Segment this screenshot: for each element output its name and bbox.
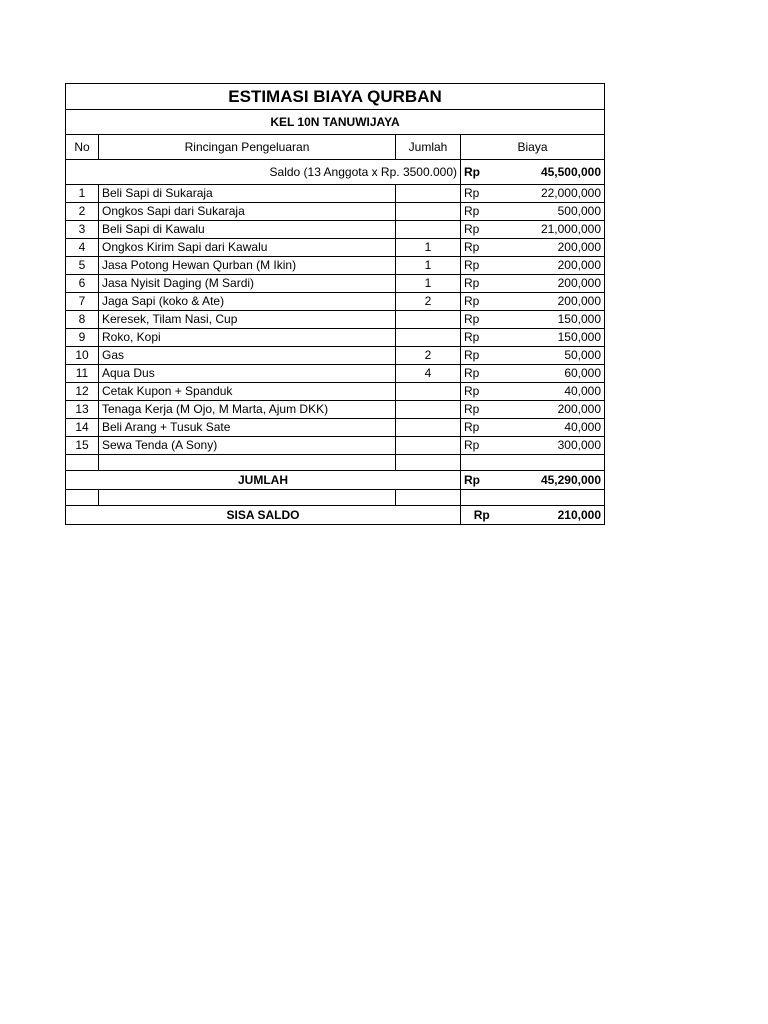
header-no: No xyxy=(66,135,99,160)
item-currency: Rp xyxy=(461,257,503,275)
item-no: 9 xyxy=(66,329,99,347)
item-quantity: 1 xyxy=(396,257,461,275)
table-row xyxy=(66,383,605,401)
item-quantity: 1 xyxy=(396,239,461,257)
item-description: Ongkos Sapi dari Sukaraja xyxy=(99,203,396,221)
sisa-saldo-label: SISA SALDO xyxy=(66,506,461,525)
item-currency: Rp xyxy=(461,275,503,293)
item-no: 8 xyxy=(66,311,99,329)
item-no: 12 xyxy=(66,383,99,401)
item-quantity xyxy=(396,311,461,329)
blank-cell xyxy=(396,490,461,506)
jumlah-label: JUMLAH xyxy=(66,471,461,490)
item-no: 14 xyxy=(66,419,99,437)
header-row xyxy=(66,135,605,160)
subtitle-row xyxy=(66,110,605,135)
sisa-saldo-row xyxy=(66,506,605,525)
item-quantity xyxy=(396,419,461,437)
item-description: Sewa Tenda (A Sony) xyxy=(99,437,396,455)
item-description: Aqua Dus xyxy=(99,365,396,383)
table-row xyxy=(66,239,605,257)
sisa-saldo-amount: 210,000 xyxy=(503,506,605,525)
item-amount: 22,000,000 xyxy=(503,185,605,203)
saldo-currency: Rp xyxy=(461,160,503,185)
item-amount: 40,000 xyxy=(503,419,605,437)
blank-cell xyxy=(461,455,605,471)
blank-cell xyxy=(461,490,605,506)
item-no: 15 xyxy=(66,437,99,455)
item-quantity xyxy=(396,203,461,221)
item-no: 3 xyxy=(66,221,99,239)
item-description: Tenaga Kerja (M Ojo, M Marta, Ajum DKK) xyxy=(99,401,396,419)
jumlah-row xyxy=(66,471,605,490)
table-row xyxy=(66,419,605,437)
item-amount: 200,000 xyxy=(503,293,605,311)
item-description: Beli Arang + Tusuk Sate xyxy=(99,419,396,437)
table-row xyxy=(66,257,605,275)
item-amount: 200,000 xyxy=(503,257,605,275)
item-currency: Rp xyxy=(461,437,503,455)
item-quantity xyxy=(396,185,461,203)
blank-cell xyxy=(99,490,396,506)
item-currency: Rp xyxy=(461,293,503,311)
item-description: Beli Sapi di Sukaraja xyxy=(99,185,396,203)
item-no: 13 xyxy=(66,401,99,419)
table-row xyxy=(66,401,605,419)
item-currency: Rp xyxy=(461,311,503,329)
table-row xyxy=(66,329,605,347)
item-description: Ongkos Kirim Sapi dari Kawalu xyxy=(99,239,396,257)
item-quantity xyxy=(396,383,461,401)
item-no: 10 xyxy=(66,347,99,365)
table-row xyxy=(66,365,605,383)
sheet-subtitle: KEL 10N TANUWIJAYA xyxy=(66,110,605,135)
item-amount: 21,000,000 xyxy=(503,221,605,239)
item-description: Jasa Potong Hewan Qurban (M Ikin) xyxy=(99,257,396,275)
blank-row xyxy=(66,455,605,471)
table-row xyxy=(66,437,605,455)
saldo-row xyxy=(66,160,605,185)
table-row xyxy=(66,311,605,329)
jumlah-currency: Rp xyxy=(461,471,503,490)
blank-row xyxy=(66,490,605,506)
item-description: Roko, Kopi xyxy=(99,329,396,347)
item-description: Jaga Sapi (koko & Ate) xyxy=(99,293,396,311)
item-no: 2 xyxy=(66,203,99,221)
jumlah-amount: 45,290,000 xyxy=(503,471,605,490)
item-currency: Rp xyxy=(461,347,503,365)
table-row xyxy=(66,185,605,203)
item-currency: Rp xyxy=(461,329,503,347)
item-quantity xyxy=(396,329,461,347)
item-amount: 60,000 xyxy=(503,365,605,383)
item-amount: 300,000 xyxy=(503,437,605,455)
item-no: 11 xyxy=(66,365,99,383)
item-description: Keresek, Tilam Nasi, Cup xyxy=(99,311,396,329)
title-row xyxy=(66,84,605,110)
item-description: Beli Sapi di Kawalu xyxy=(99,221,396,239)
item-quantity: 1 xyxy=(396,275,461,293)
blank-cell xyxy=(99,455,396,471)
header-jumlah: Jumlah xyxy=(396,135,461,160)
item-quantity: 2 xyxy=(396,293,461,311)
item-currency: Rp xyxy=(461,221,503,239)
item-currency: Rp xyxy=(461,401,503,419)
item-currency: Rp xyxy=(461,419,503,437)
blank-cell xyxy=(396,455,461,471)
item-quantity xyxy=(396,437,461,455)
header-rincian: Rincingan Pengeluaran xyxy=(99,135,396,160)
item-quantity xyxy=(396,401,461,419)
table-row xyxy=(66,221,605,239)
item-amount: 200,000 xyxy=(503,401,605,419)
item-no: 6 xyxy=(66,275,99,293)
blank-cell xyxy=(66,455,99,471)
item-amount: 500,000 xyxy=(503,203,605,221)
item-description: Jasa Nyisit Daging (M Sardi) xyxy=(99,275,396,293)
item-amount: 150,000 xyxy=(503,311,605,329)
item-currency: Rp xyxy=(461,365,503,383)
saldo-label: Saldo (13 Anggota x Rp. 3500.000) xyxy=(66,160,461,185)
sheet-title: ESTIMASI BIAYA QURBAN xyxy=(66,84,605,110)
item-description: Cetak Kupon + Spanduk xyxy=(99,383,396,401)
blank-cell xyxy=(66,490,99,506)
item-quantity xyxy=(396,221,461,239)
item-currency: Rp xyxy=(461,203,503,221)
item-no: 4 xyxy=(66,239,99,257)
budget-table xyxy=(65,83,605,525)
item-amount: 150,000 xyxy=(503,329,605,347)
item-amount: 200,000 xyxy=(503,275,605,293)
item-quantity: 2 xyxy=(396,347,461,365)
item-amount: 200,000 xyxy=(503,239,605,257)
item-no: 5 xyxy=(66,257,99,275)
item-currency: Rp xyxy=(461,185,503,203)
table-row xyxy=(66,275,605,293)
table-row xyxy=(66,293,605,311)
item-amount: 40,000 xyxy=(503,383,605,401)
sisa-saldo-currency: Rp xyxy=(461,506,503,525)
saldo-amount: 45,500,000 xyxy=(503,160,605,185)
item-amount: 50,000 xyxy=(503,347,605,365)
table-row xyxy=(66,203,605,221)
item-no: 1 xyxy=(66,185,99,203)
header-biaya: Biaya xyxy=(461,135,605,160)
item-description: Gas xyxy=(99,347,396,365)
item-currency: Rp xyxy=(461,383,503,401)
item-currency: Rp xyxy=(461,239,503,257)
item-no: 7 xyxy=(66,293,99,311)
table-row xyxy=(66,347,605,365)
item-quantity: 4 xyxy=(396,365,461,383)
